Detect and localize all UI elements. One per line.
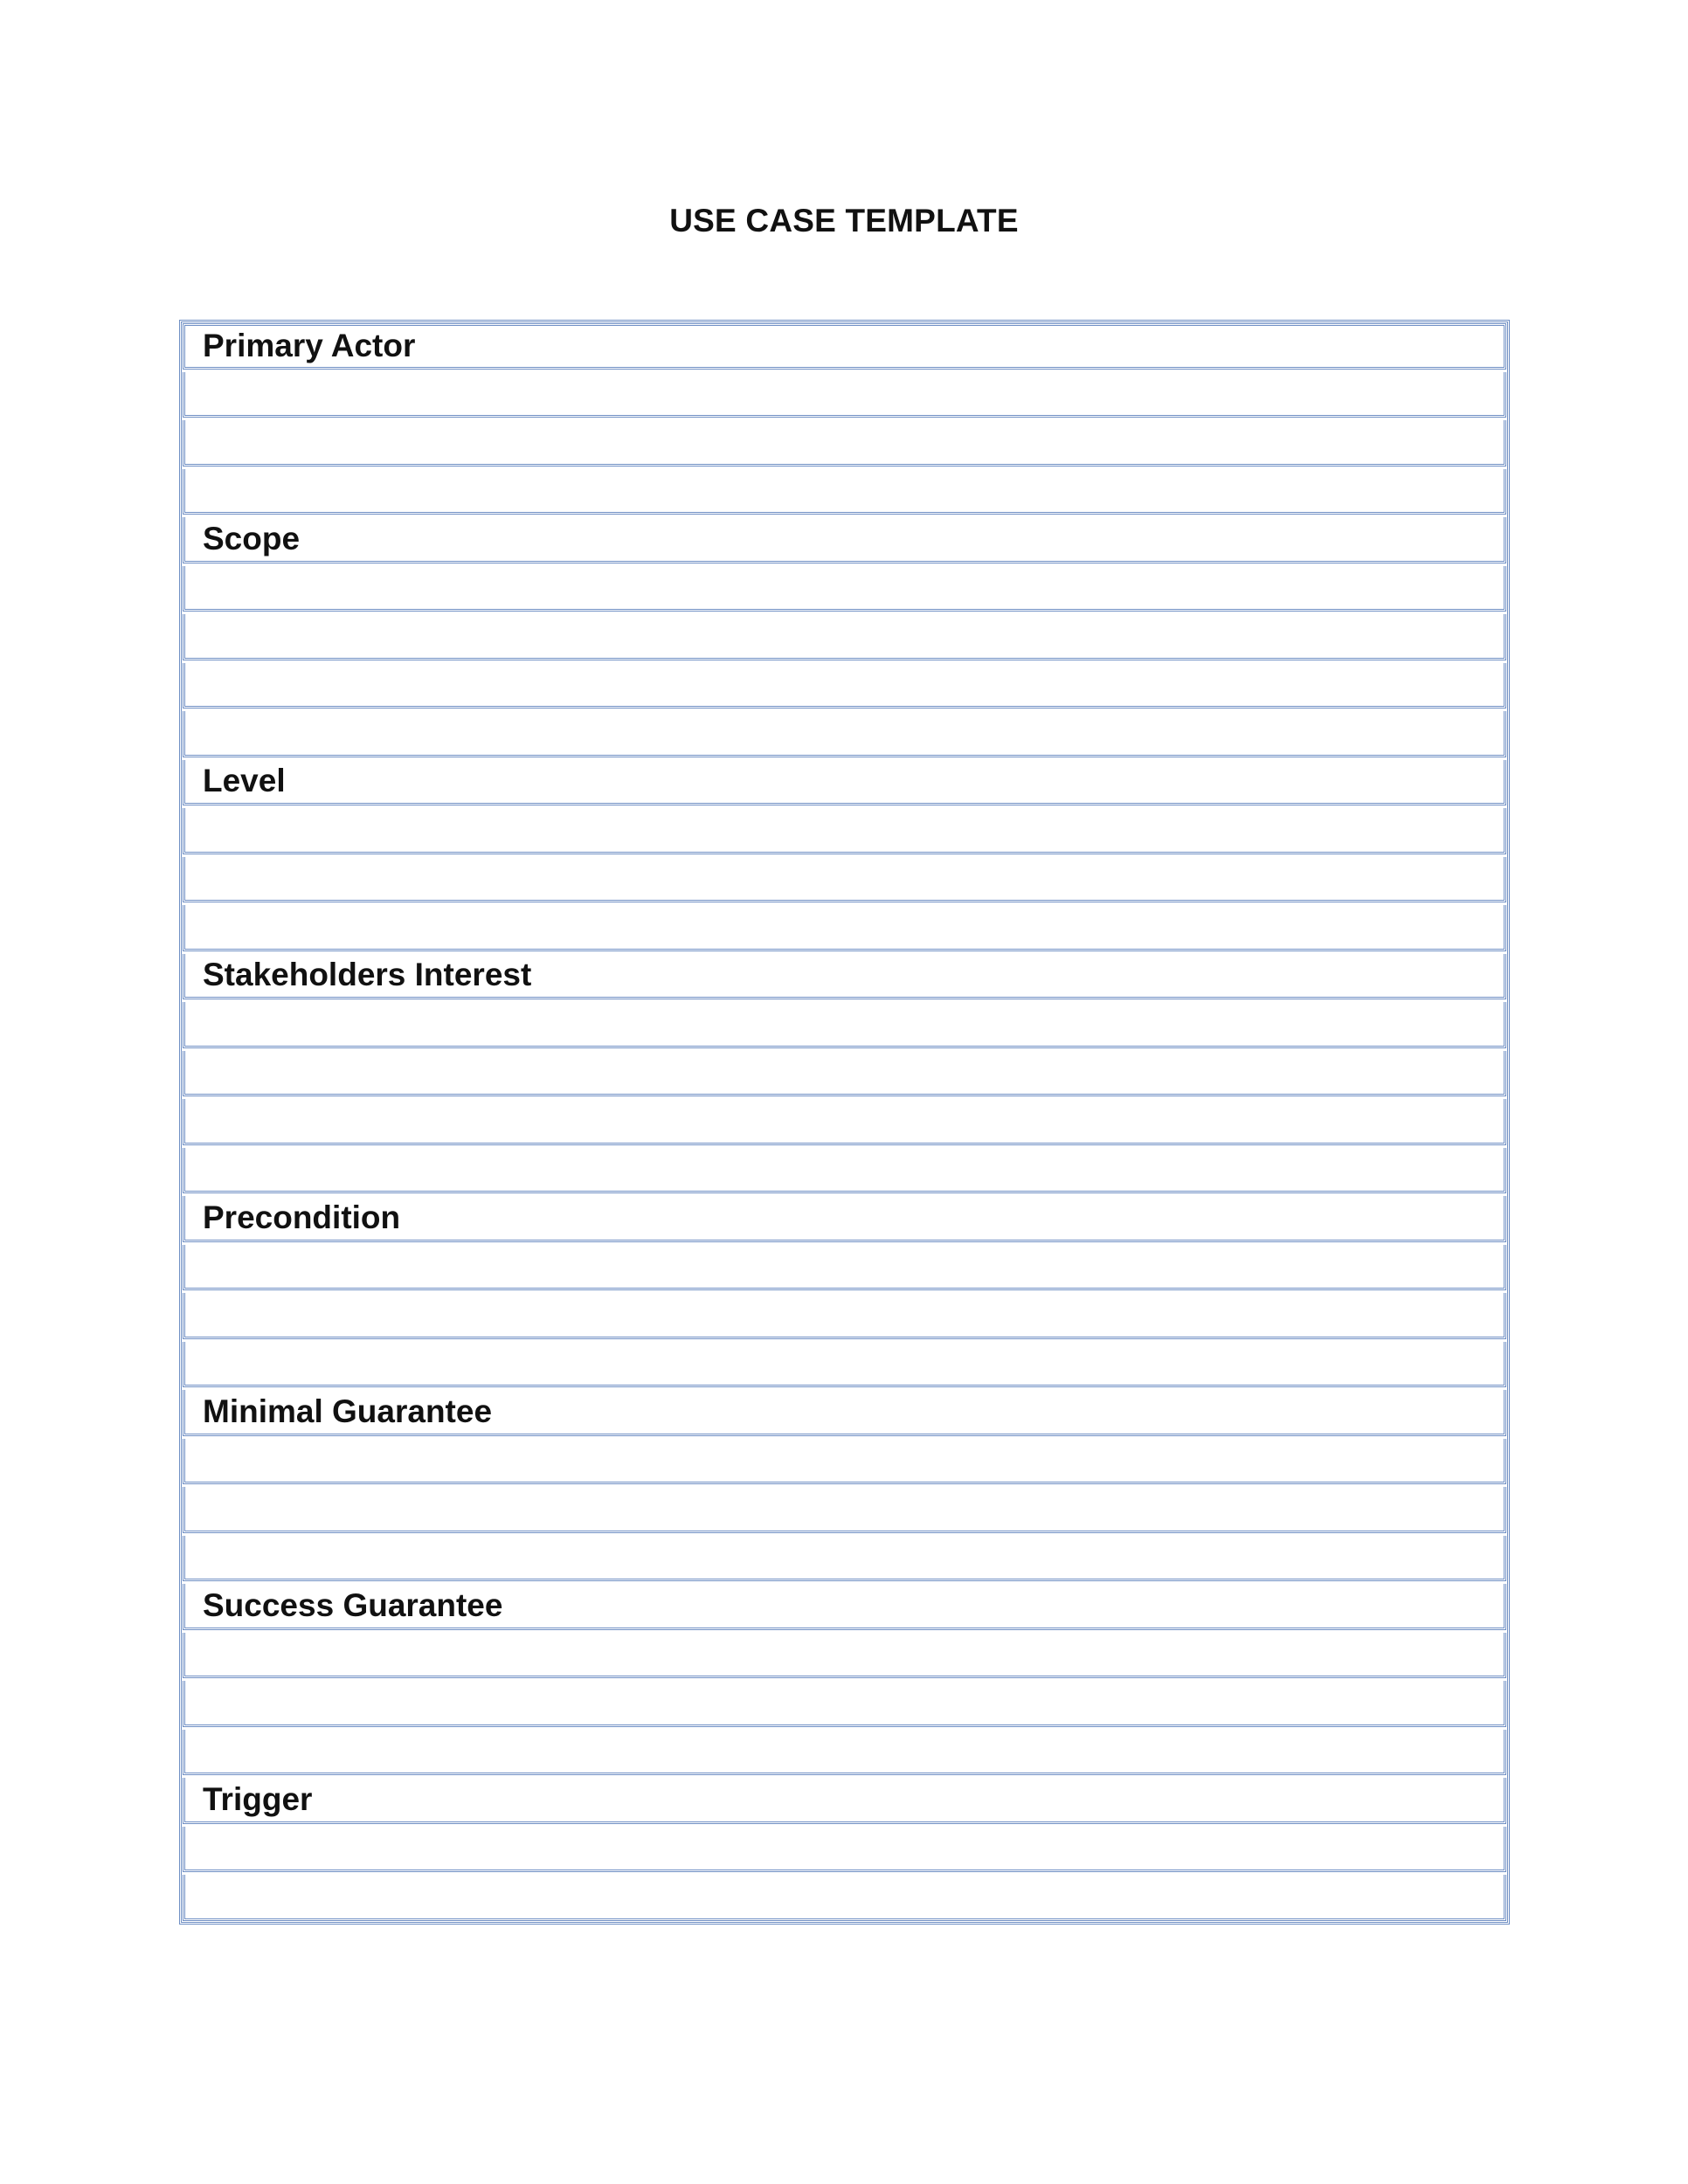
section-label: Level <box>203 763 286 799</box>
use-case-form-table <box>179 320 1510 1925</box>
blank-entry-row-stakeholders-interest[interactable] <box>183 1002 1506 1048</box>
blank-entry-row-level[interactable] <box>183 905 1506 951</box>
blank-entry-row-primary-actor[interactable] <box>183 372 1506 418</box>
blank-entry-row-trigger[interactable] <box>183 1875 1506 1921</box>
blank-entry-row-scope[interactable] <box>183 614 1506 660</box>
section-label: Primary Actor <box>203 328 416 364</box>
section-header-trigger <box>183 1778 1506 1824</box>
blank-entry-row-primary-actor[interactable] <box>183 469 1506 515</box>
blank-entry-row-minimal-guarantee[interactable] <box>183 1536 1506 1582</box>
section-header-stakeholders-interest <box>183 954 1506 1000</box>
section-header-scope <box>183 517 1506 563</box>
section-label: Precondition <box>203 1199 401 1235</box>
section-header-primary-actor <box>183 323 1506 370</box>
blank-entry-row-precondition[interactable] <box>183 1342 1506 1388</box>
blank-entry-row-stakeholders-interest[interactable] <box>183 1099 1506 1145</box>
section-label: Stakeholders Interest <box>203 957 532 993</box>
blank-entry-row-level[interactable] <box>183 857 1506 903</box>
blank-entry-row-success-guarantee[interactable] <box>183 1633 1506 1679</box>
blank-entry-row-scope[interactable] <box>183 711 1506 757</box>
section-label: Success Guarantee <box>203 1586 503 1623</box>
blank-entry-row-stakeholders-interest[interactable] <box>183 1148 1506 1194</box>
blank-entry-row-level[interactable] <box>183 808 1506 854</box>
blank-entry-row-scope[interactable] <box>183 566 1506 612</box>
section-label: Trigger <box>203 1780 313 1817</box>
section-label: Minimal Guarantee <box>203 1393 493 1429</box>
section-label: Scope <box>203 520 301 556</box>
page-title: USE CASE TEMPLATE <box>669 203 1019 238</box>
blank-entry-row-minimal-guarantee[interactable] <box>183 1487 1506 1533</box>
blank-entry-row-success-guarantee[interactable] <box>183 1730 1506 1776</box>
blank-entry-row-stakeholders-interest[interactable] <box>183 1051 1506 1097</box>
blank-entry-row-success-guarantee[interactable] <box>183 1681 1506 1727</box>
section-header-precondition <box>183 1196 1506 1242</box>
blank-entry-row-trigger[interactable] <box>183 1827 1506 1873</box>
section-header-minimal-guarantee <box>183 1390 1506 1436</box>
blank-entry-row-precondition[interactable] <box>183 1245 1506 1291</box>
blank-entry-row-minimal-guarantee[interactable] <box>183 1439 1506 1485</box>
section-header-level <box>183 760 1506 806</box>
blank-entry-row-scope[interactable] <box>183 663 1506 709</box>
blank-entry-row-precondition[interactable] <box>183 1293 1506 1339</box>
section-header-success-guarantee <box>183 1584 1506 1630</box>
blank-entry-row-primary-actor[interactable] <box>183 420 1506 467</box>
